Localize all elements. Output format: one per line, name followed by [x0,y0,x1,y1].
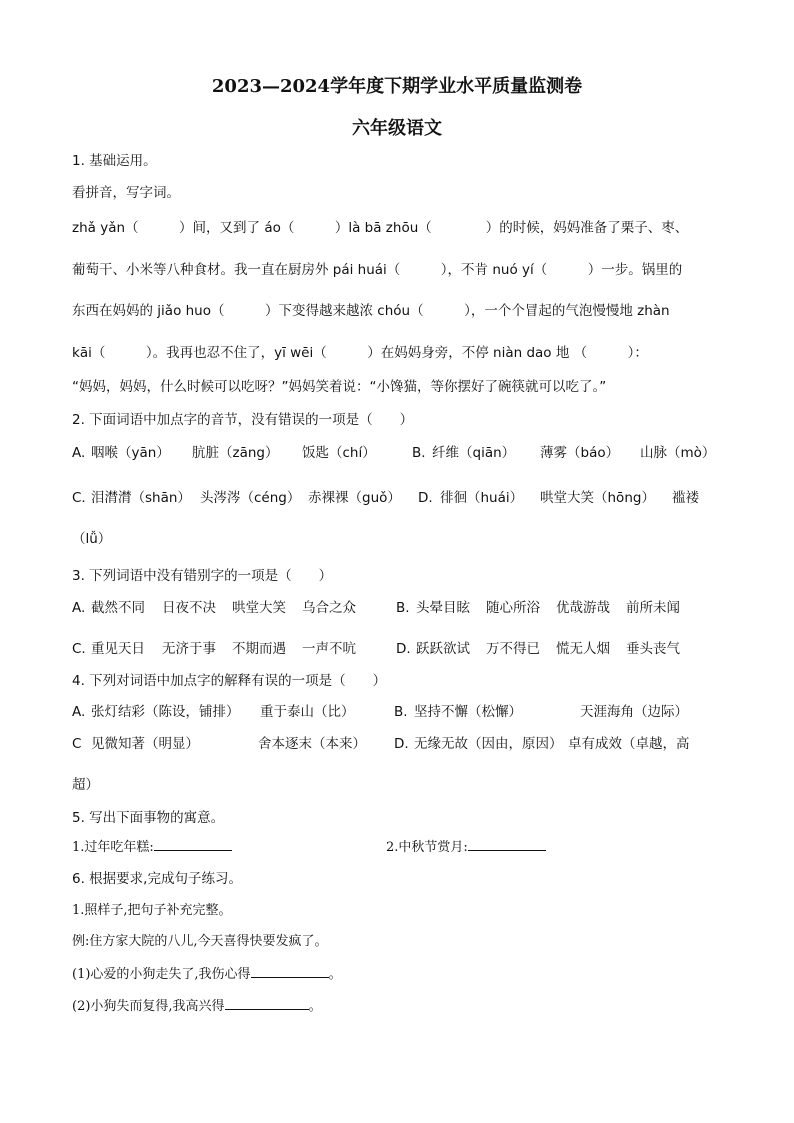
q2-c-item: 泪潸潸（shān） [91,490,191,506]
q2-d-item: 褴褛 [672,490,699,506]
q4-c-item: 舍本逐末（本来） [258,736,366,752]
q2-d-label: D. [418,490,433,506]
q2-a-label: A. [72,445,86,461]
q3-d-label: D. [396,641,411,657]
answer-blank[interactable] [225,997,309,1010]
q5-item-2 [386,838,546,857]
q1-line-1: zhǎ yǎn（ ）间，又到了 áo（ ）là bā zhōu（ ）的时候，妈妈准备了栗子、枣、 [72,220,689,236]
q4-d-label: D. [394,736,409,752]
q6-heading: 6. 根据要求,完成句子练习。 [72,871,242,887]
q3-c-item: 一声不吭 [302,641,356,657]
q4-b-label: B. [394,704,408,720]
q3-a-item: 截然不同 [91,600,145,616]
q1-line-4: kāi（ ）。我再也忍不住了，yī wēi（ ）在妈妈身旁，不停 niàn dao 地 （ ）： [72,345,648,361]
q4-d-item: 卓有成效（卓越，高 [568,736,690,752]
q4-b-item: 天涯海角（边际） [580,704,688,720]
q6-sentence-2-end: 。 [308,999,322,1014]
q4-a-label: A. [72,704,86,720]
q6-sentence-2-text: (2)小狗失而复得,我高兴得 [72,999,225,1014]
q3-c-label: C. [72,641,86,657]
q1-line-3: 东西在妈妈的 jiǎo huo（ ）下变得越来越浓 chóu（ ），一个个冒起的气泡慢慢地 zhàn [72,303,670,319]
q2-b-item: 纤维（qiān） [432,445,516,461]
q2-b-item: 山脉（mò） [640,445,716,461]
q2-c-label: C. [72,490,86,506]
q4-c-label: C [72,736,82,752]
q3-a-item: 日夜不决 [162,600,216,616]
q2-heading: 2. 下面词语中加点字的音节，没有错误的一项是（ ） [72,412,414,428]
q5-item-1-label: 1.过年吃年糕: [72,840,154,855]
q1-line-2: 葡萄干、小米等八种食材。我一直在厨房外 pái huái（ ），不肯 nuó yí（ ）一步。锅里的 [72,262,683,278]
q3-d-item: 慌无人烟 [556,641,610,657]
q3-a-item: 哄堂大笑 [232,600,286,616]
q3-d-item: 跃跃欲试 [416,641,470,657]
q2-c-item: 头涔涔（céng） [200,490,301,506]
answer-blank[interactable] [251,965,329,978]
q2-a-item: 肮脏（zāng） [192,445,279,461]
q3-d-item: 万不得已 [486,641,540,657]
q2-b-label: B. [412,445,426,461]
exam-title: 2023—2024学年度下期学业水平质量监测卷 [211,76,583,97]
q3-heading: 3. 下列词语中没有错别字的一项是（ ） [72,568,333,584]
q6-sentence-1-end: 。 [328,967,342,982]
exam-subtitle: 六年级语文 [352,118,442,139]
q5-item-1 [72,838,232,857]
q3-b-item: 优哉游哉 [556,600,610,616]
q6-sentence-1 [72,965,342,984]
q2-d-item: 徘徊（huái） [440,490,524,506]
q4-a-item: 张灯结彩（陈设，铺排） [91,704,240,720]
answer-blank[interactable] [154,838,232,851]
q2-d-tail: （lǚ） [72,531,112,547]
q5-heading: 5. 写出下面事物的寓意。 [72,810,225,826]
q1-heading: 1. 基础运用。 [72,153,157,169]
q2-d-item: 哄堂大笑（hōng） [540,490,655,506]
q4-a-item: 重于泰山（比） [260,704,355,720]
q6-example: 例:住方家大院的八儿,今天喜得快要发疯了。 [72,934,328,949]
q3-b-item: 前所未闻 [626,600,680,616]
q3-b-label: B. [396,600,410,616]
q6-sentence-2 [72,997,322,1016]
q4-d-tail: 超） [72,777,99,793]
q5-item-2-label: 2.中秋节赏月: [386,840,468,855]
q4-d-item: 无缘无故（因由，原因） [414,736,563,752]
q2-a-item: 饭匙（chí） [302,445,376,461]
q4-heading: 4. 下列对词语中加点字的解释有误的一项是（ ） [72,673,387,689]
q1-line-5: “妈妈，妈妈，什么时候可以吃呀？”妈妈笑着说：“小馋猫，等你摆好了碗筷就可以吃了。” [72,379,607,395]
q1-instruction: 看拼音，写字词。 [72,185,180,201]
q3-c-item: 不期而遇 [232,641,286,657]
q3-c-item: 无济于事 [162,641,216,657]
q3-d-item: 垂头丧气 [626,641,680,657]
q3-a-label: A. [72,600,86,616]
q3-b-item: 头晕目眩 [416,600,470,616]
q2-c-item: 赤裸裸（guǒ） [308,490,401,506]
q4-b-item: 坚持不懈（松懈） [414,704,522,720]
q6-sentence-1-text: (1)心爱的小狗走失了,我伤心得 [72,967,251,982]
q2-a-item: 咽喉（yān） [91,445,170,461]
q3-a-item: 乌合之众 [302,600,356,616]
q3-b-item: 随心所浴 [486,600,540,616]
q6-sub-instruction: 1.照样子,把句子补充完整。 [72,903,232,918]
answer-blank[interactable] [468,838,546,851]
q2-b-item: 薄雾（báo） [540,445,620,461]
q4-c-item: 见微知著（明显） [91,736,199,752]
q3-c-item: 重见天日 [91,641,145,657]
